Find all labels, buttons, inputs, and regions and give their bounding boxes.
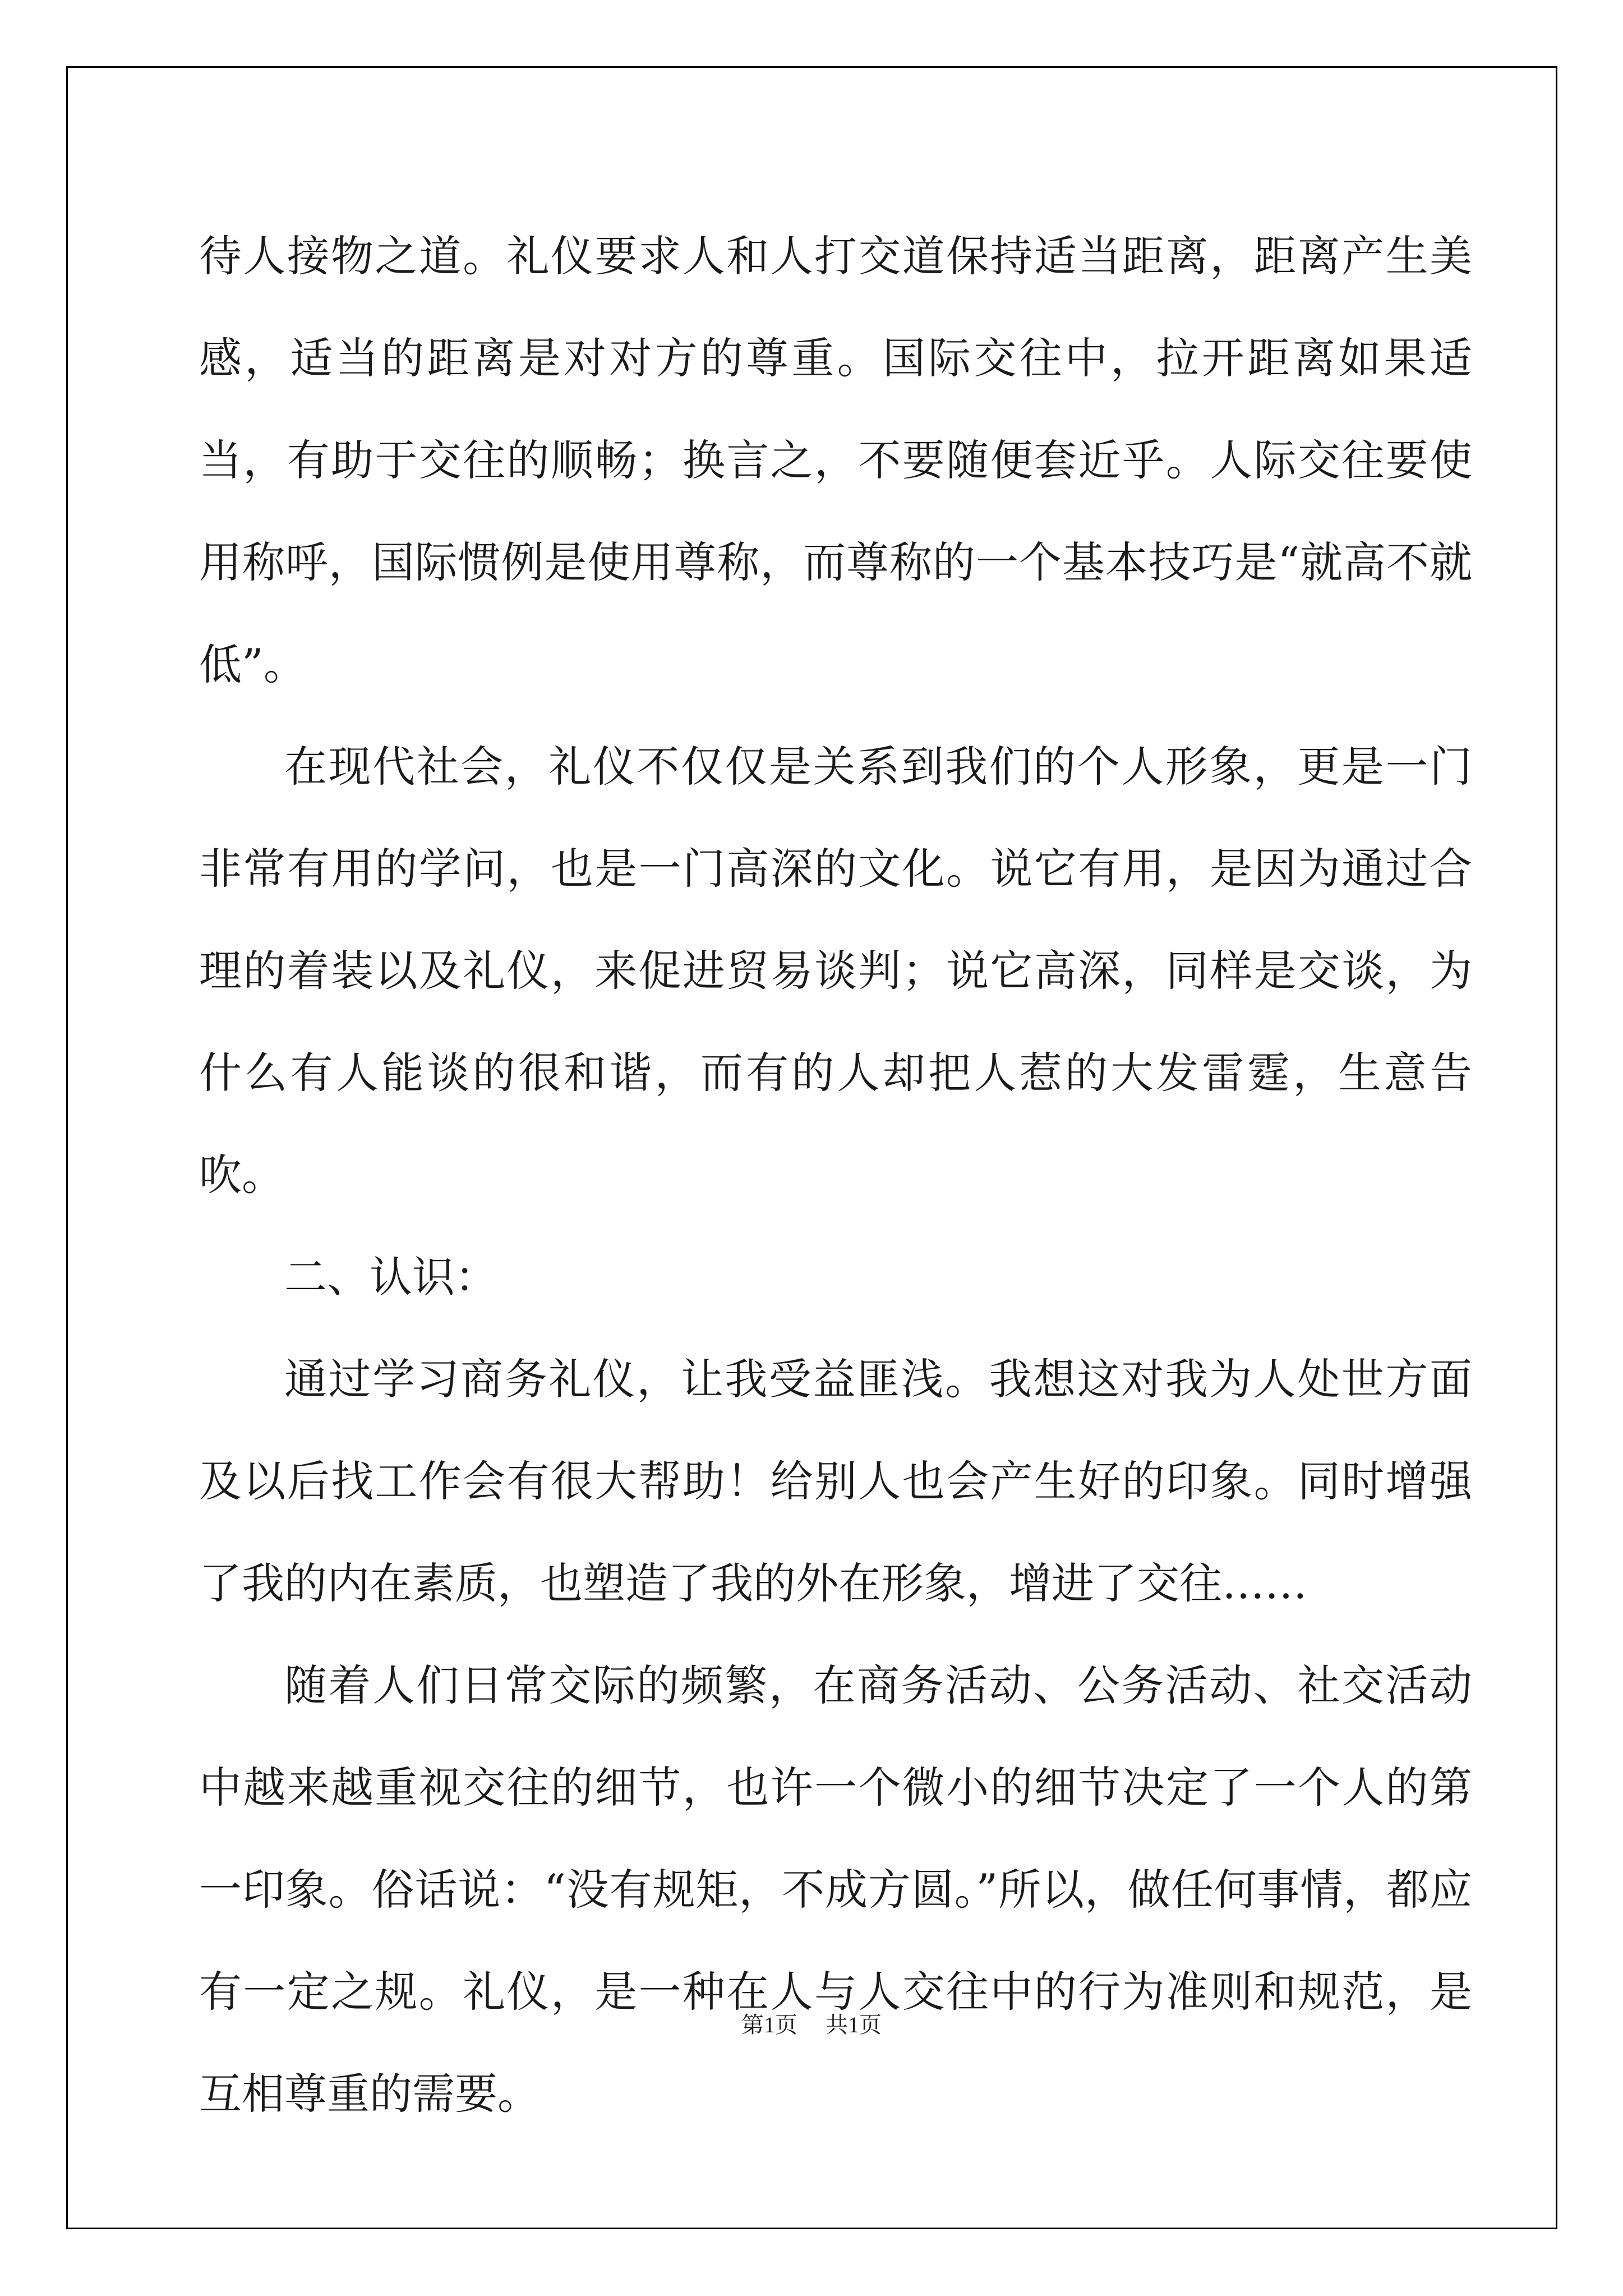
document-body <box>199 205 1472 2145</box>
page-total: 共1页 <box>826 2012 882 2037</box>
paragraph-4: 随着人们日常交际的频繁，在商务活动、公务活动、社交活动中越来越重视交往的细节，也许一个微小的细节决定了一个人的第一印象。俗话说：“没有规矩，不成方圆。”所以，做任何事情，都应有一定之规。礼仪，是一种在人与人交往中的行为准则和规范，是互相尊重的需要。 <box>199 1660 1472 2119</box>
page-footer <box>0 2007 1623 2039</box>
paragraph-1: 待人接物之道。礼仪要求人和人打交道保持适当距离，距离产生美感，适当的距离是对对方的尊重。国际交往中，拉开距离如果适当，有助于交往的顺畅；换言之，不要随便套近乎。人际交往要使用称呼，国际惯例是使用尊称，而尊称的一个基本技巧是“就高不就低”。 <box>199 231 1472 689</box>
page-number: 第1页 <box>741 2012 797 2037</box>
section-heading: 二、认识： <box>284 1252 497 1302</box>
paragraph-3: 通过学习商务礼仪，让我受益匪浅。我想这对我为人处世方面及以后找工作会有很大帮助！给别人也会产生好的印象。同时增强了我的内在素质，也塑造了我的外在形象，增进了交往…… <box>199 1354 1472 1608</box>
paragraph-2: 在现代社会，礼仪不仅仅是关系到我们的个人形象，更是一门非常有用的学问，也是一门高深的文化。说它有用，是因为通过合理的着装以及礼仪，来促进贸易谈判；说它高深，同样是交谈，为什么有人能谈的很和谐，而有的人却把人惹的大发雷霆，生意告吹。 <box>199 742 1472 1200</box>
